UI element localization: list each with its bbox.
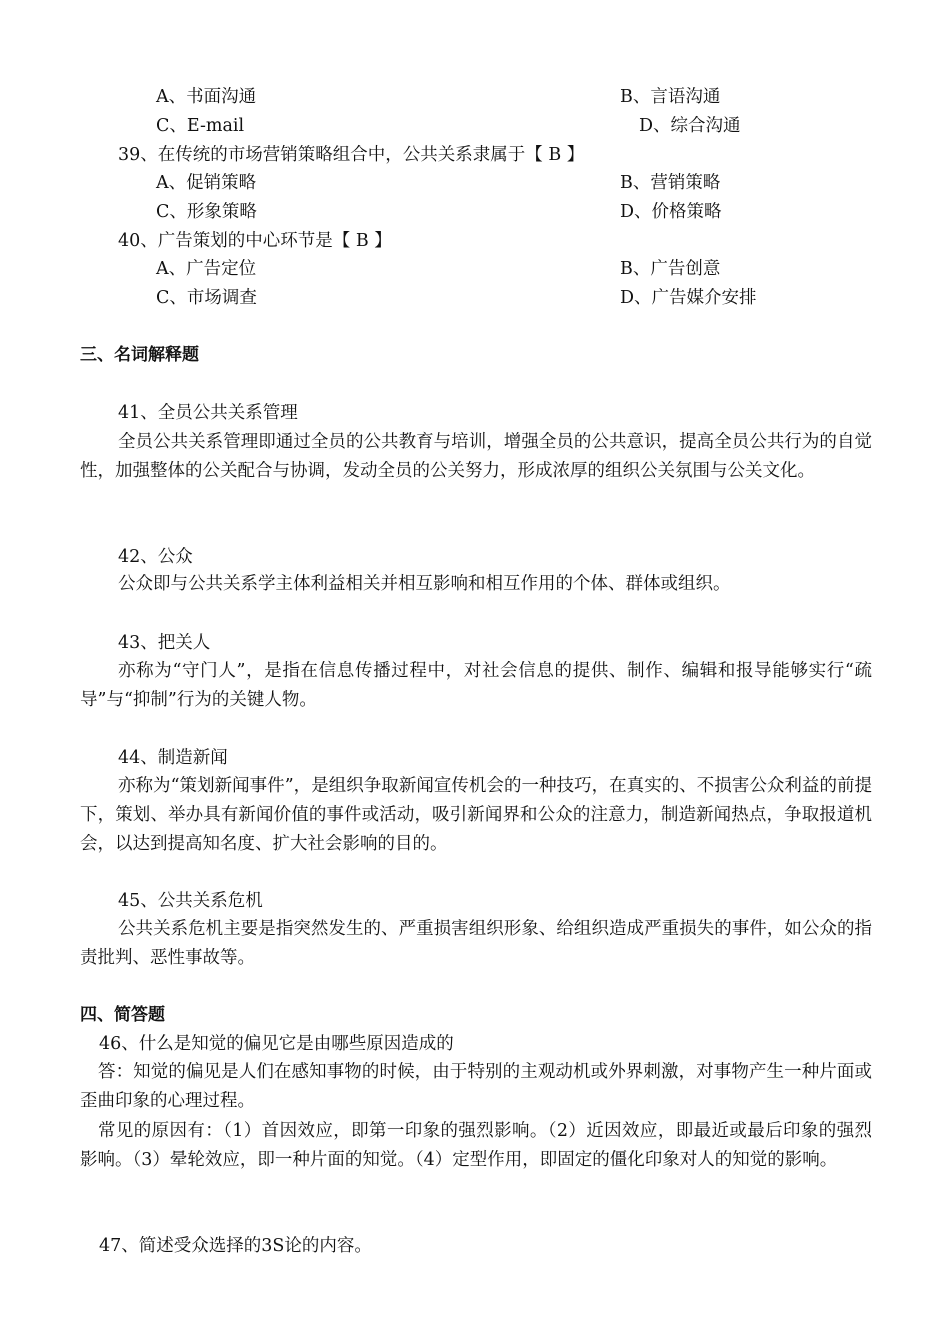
q38-option-d: D、综合沟通 <box>639 116 741 136</box>
section-4-heading: 四、简答题 <box>80 1005 165 1025</box>
q38-option-c: C、E-mail <box>156 116 245 136</box>
q39-question: 39、在传统的市场营销策略组合中，公共关系隶属于【 B 】 <box>118 145 585 165</box>
q40-option-c: C、市场调查 <box>156 288 257 308</box>
section-3-heading: 三、名词解释题 <box>80 345 199 365</box>
q39-option-c: C、形象策略 <box>156 202 257 222</box>
q38-option-b: B、言语沟通 <box>620 87 721 107</box>
q39-option-b: B、营销策略 <box>620 173 721 193</box>
term-44-title: 44、制造新闻 <box>118 748 228 768</box>
q40-question: 40、广告策划的中心环节是【 B 】 <box>118 231 392 251</box>
q47-title: 47、简述受众选择的3S论的内容。 <box>99 1236 372 1256</box>
term-42-title: 42、公众 <box>118 547 193 567</box>
q40-option-a: A、广告定位 <box>156 259 257 279</box>
q46-causes: 常见的原因有：（1）首因效应，即第一印象的强烈影响。（2）近因效应，即最近或最后印象的强烈影响。（3）晕轮效应，即一种片面的知觉。（4）定型作用，即固定的僵化印象对人的知觉的影响。 <box>80 1121 872 1170</box>
term-43-title: 43、把关人 <box>118 633 211 653</box>
q39-option-d: D、价格策略 <box>620 202 722 222</box>
q46-title: 46、什么是知觉的偏见它是由哪些原因造成的 <box>99 1034 454 1054</box>
q46-answer: 答：知觉的偏见是人们在感知事物的时候，由于特别的主观动机或外界刺激，对事物产生一种片面或歪曲印象的心理过程。 <box>80 1062 872 1111</box>
term-45-definition: 公共关系危机主要是指突然发生的、严重损害组织形象、给组织造成严重损失的事件，如公众的指责批判、恶性事故等。 <box>80 919 872 968</box>
term-41-title: 41、全员公共关系管理 <box>118 403 298 423</box>
term-43-definition: 亦称为“守门人”，是指在信息传播过程中，对社会信息的提供、制作、编辑和报导能够实行“疏导”与“抑制”行为的关键人物。 <box>80 661 872 710</box>
term-44-definition: 亦称为“策划新闻事件”，是组织争取新闻宣传机会的一种技巧，在真实的、不损害公众利益的前提下，策划、举办具有新闻价值的事件或活动，吸引新闻界和公众的注意力，制造新闻热点，争取报道机会，以达到提高知名度、扩大社会影响的目的。 <box>80 776 872 854</box>
q40-option-b: B、广告创意 <box>620 259 721 279</box>
term-42-definition: 公众即与公共关系学主体利益相关并相互影响和相互作用的个体、群体或组织。 <box>118 574 731 594</box>
term-41-definition: 全员公共关系管理即通过全员的公共教育与培训，增强全员的公共意识，提高全员公共行为的自觉性，加强整体的公关配合与协调，发动全员的公关努力，形成浓厚的组织公关氛围与公关文化。 <box>80 432 872 481</box>
q40-option-d: D、广告媒介安排 <box>620 288 757 308</box>
term-45-title: 45、公共关系危机 <box>118 891 263 911</box>
q39-option-a: A、促销策略 <box>156 173 257 193</box>
q38-option-a: A、书面沟通 <box>156 87 257 107</box>
